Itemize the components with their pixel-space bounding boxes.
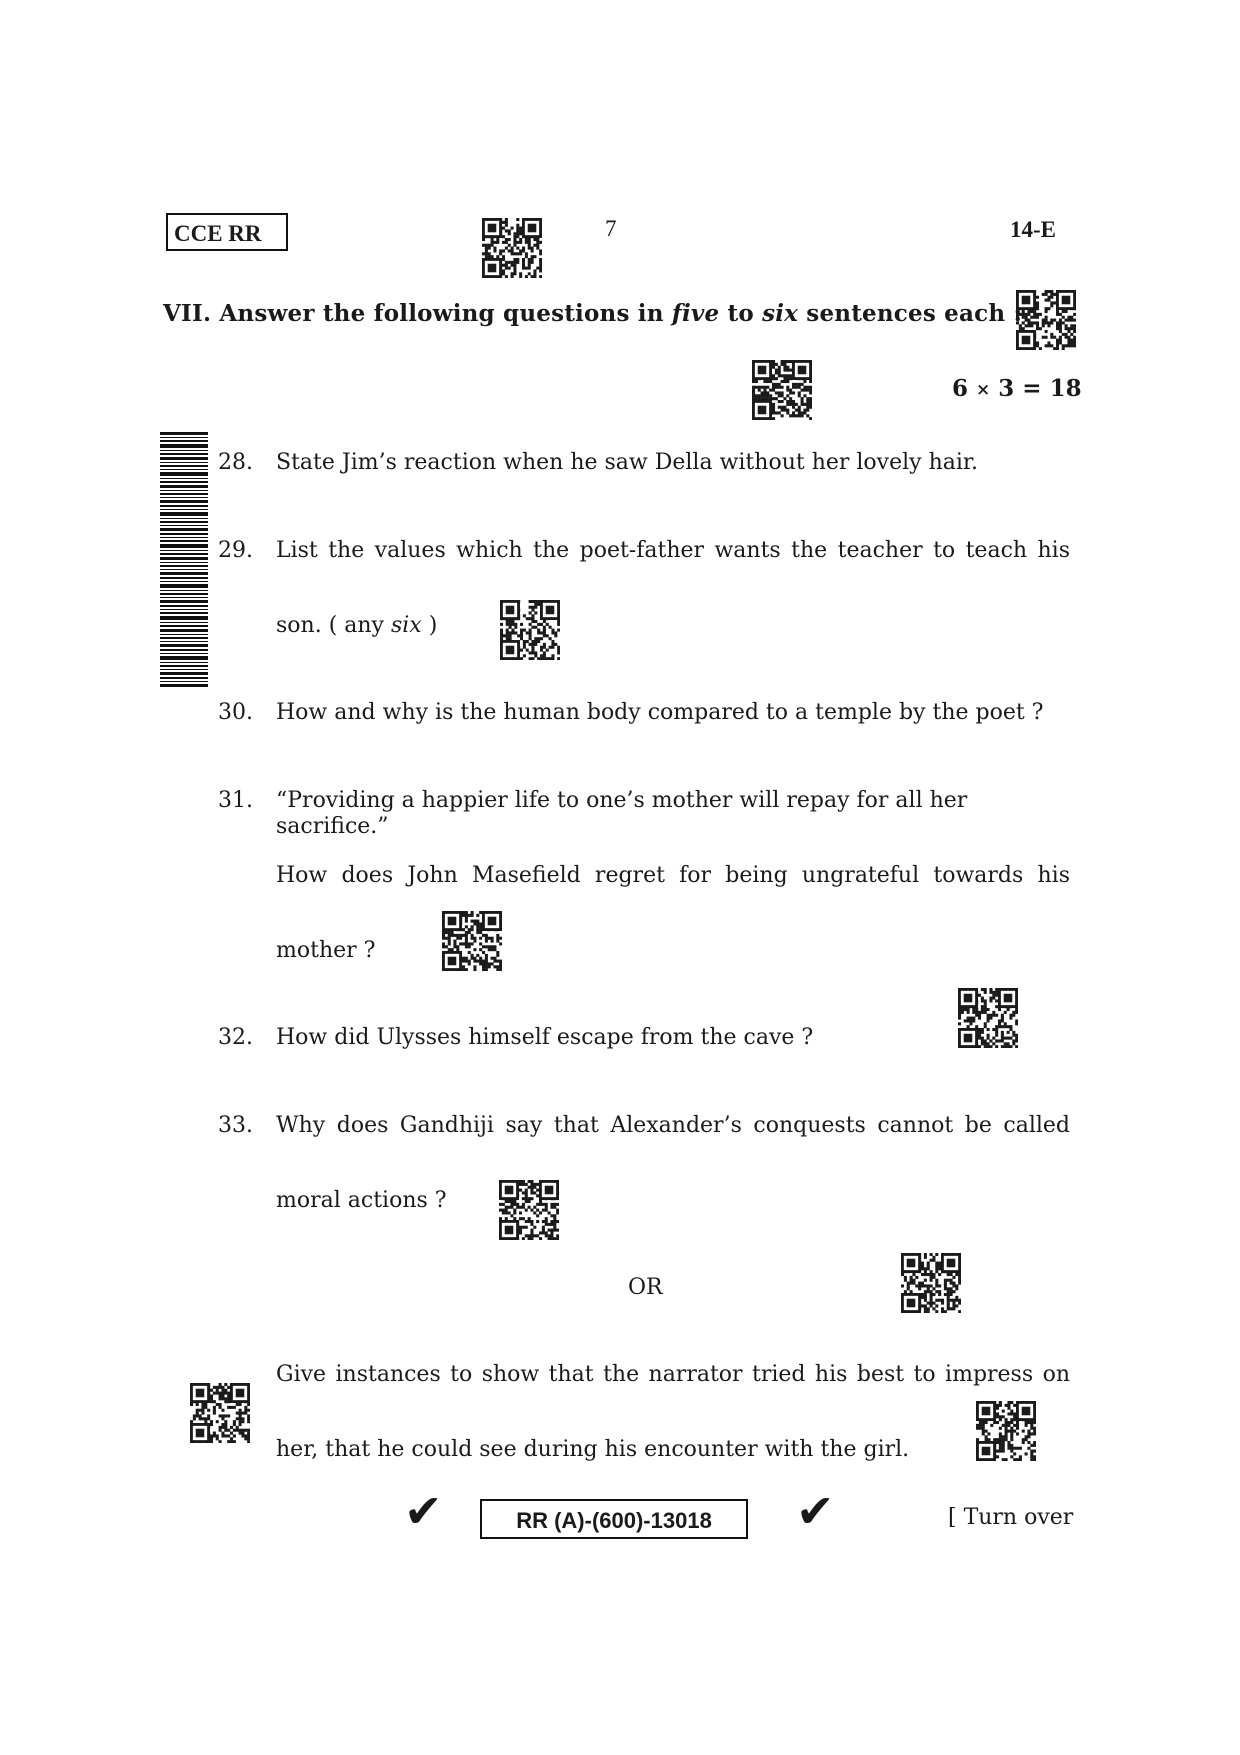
question-text-continued: son. ( any six ) xyxy=(276,613,438,638)
question-number: 33. xyxy=(218,1113,253,1138)
question-text: How did Ulysses himself escape from the cave ? xyxy=(276,1025,814,1050)
turn-over-label: [ Turn over xyxy=(948,1505,1074,1530)
page-number: 7 xyxy=(605,216,617,241)
question-number: 30. xyxy=(218,700,253,725)
question-text-continued: How does John Masefield regret for being ungrateful towards his xyxy=(276,863,1070,888)
question-text-continued: moral actions ? xyxy=(276,1188,447,1213)
question-number: 28. xyxy=(218,450,253,475)
question-text: State Jim’s reaction when he saw Della without her lovely hair. xyxy=(276,450,978,475)
qr-code-icon xyxy=(901,1253,961,1313)
or-label: OR xyxy=(628,1275,663,1300)
question-number: 31. xyxy=(218,788,253,813)
qr-code-icon xyxy=(190,1383,250,1443)
question-text: “Providing a happier life to one’s mother will repay for all her sacrifice.” xyxy=(276,788,968,840)
barcode-icon xyxy=(160,432,208,688)
question-number: 32. xyxy=(218,1025,253,1050)
check-mark-icon: ✔ xyxy=(796,1484,835,1538)
question-text: How and why is the human body compared to a temple by the poet ? xyxy=(276,700,1044,725)
alternative-question-text-continued: her, that he could see during his encounter with the girl. xyxy=(276,1437,910,1462)
check-mark-icon: ✔ xyxy=(404,1484,443,1538)
alternative-question-text: Give instances to show that the narrator tried his best to impress on xyxy=(276,1362,1070,1387)
question-number: 29. xyxy=(218,538,253,563)
paper-code: 14-E xyxy=(1010,217,1056,242)
code-box: CCE RR xyxy=(166,213,288,251)
qr-code-icon xyxy=(482,218,542,278)
question-text: Why does Gandhiji say that Alexander’s conquests cannot be called xyxy=(276,1113,1070,1138)
qr-code-icon xyxy=(1016,290,1076,350)
question-text-continued: mother ? xyxy=(276,938,376,963)
qr-code-icon xyxy=(752,360,812,420)
question-text: List the values which the poet-father wants the teacher to teach his xyxy=(276,538,1070,563)
section-marks: 6 × 3 = 18 xyxy=(952,375,1082,402)
section-heading: VII. Answer the following questions in five to six sentences each : xyxy=(163,300,1023,327)
footer-code: RR (A)-(600)-13018 xyxy=(480,1499,748,1539)
